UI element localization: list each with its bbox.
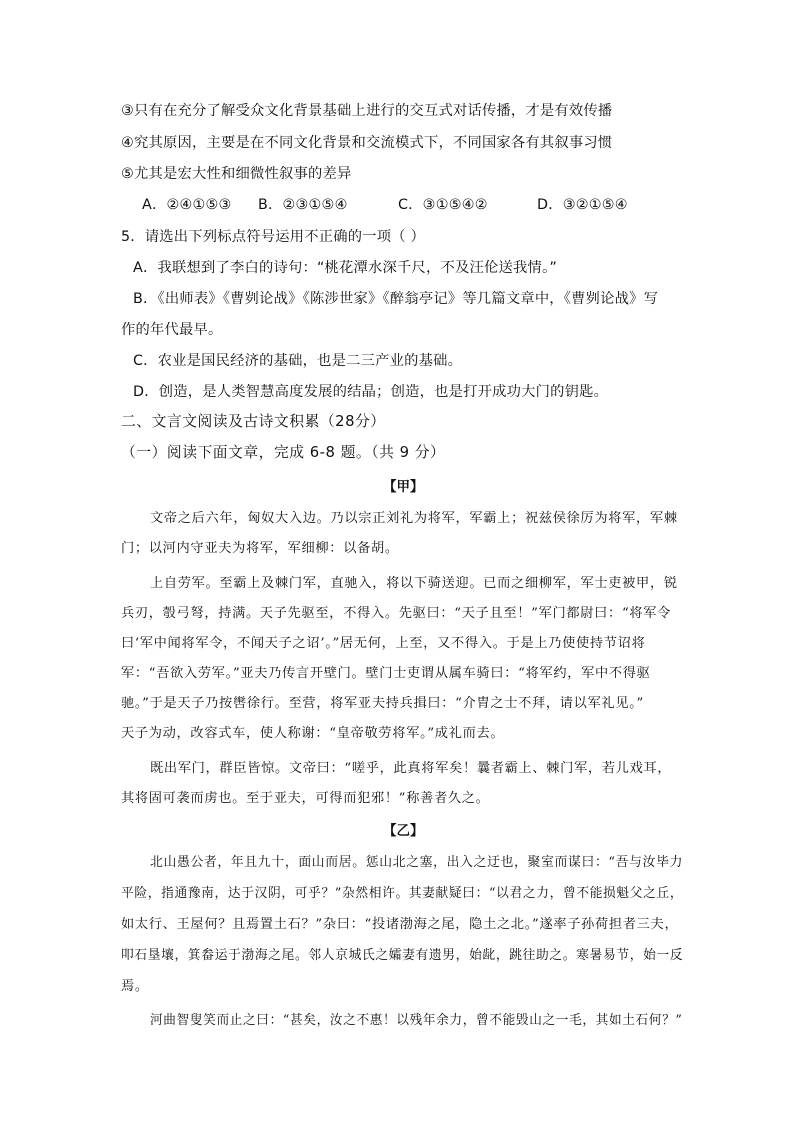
- passage-yi-title: 【乙】: [383, 823, 424, 839]
- q5-option-b-line1: B．《出师表》《曹刿论战》《陈涉世家》《醉翁亭记》等几篇文章中，《曹刿论战》写: [133, 291, 659, 307]
- q4-choice-a: A．②④①⑤③: [142, 197, 232, 213]
- passage-jia-line: 其将固可袭而虏也。至于亚夫，可得而犯邪！”称善者久之。: [121, 791, 490, 806]
- passage-jia-line: 曰‘军中闻将军令，不闻天子之诏’。”居无何，上至，又不得入。于是上乃使使持节诏将: [121, 636, 646, 651]
- passage-jia-title: 【甲】: [383, 479, 424, 495]
- passage-jia-line: 军：“吾欲入劳军。”亚夫乃传言开壁门。壁门士吏谓从属车骑曰：“将军约，军中不得驱: [121, 666, 651, 681]
- section-heading: 二、文言文阅读及古诗文积累（28分）: [121, 413, 386, 430]
- q5-option-c: C．农业是国民经济的基础，也是二三产业的基础。: [133, 353, 463, 369]
- passage-yi-line: 焉。: [121, 979, 149, 994]
- passage-jia-line: 门；以河内守亚夫为将军，军细柳：以备胡。: [121, 541, 399, 556]
- passage-jia-line: 兵刃，彀弓弩，持满。天子先驱至，不得入。先驱曰：“天子且至！”军门都尉曰：“将军令: [121, 606, 672, 621]
- q4-choice-d: D．③②①⑤④: [537, 197, 628, 213]
- passage-yi-line: 如太行、王屋何？且焉置土石？”杂曰：“投诸渤海之尾，隐土之北。”遂率子孙荷担者三夫，: [121, 917, 679, 932]
- q4-choice-c: C．③①⑤④②: [398, 197, 488, 213]
- passage-yi-line: 叩石垦壤，箕畚运于渤海之尾。邻人京城氏之孀妻有遗男，始龀，跳往助之。寒暑易节，始一反: [121, 948, 684, 963]
- section-subheading: （一）阅读下面文章，完成 6-8 题。（共 9 分）: [121, 444, 446, 461]
- passage-yi-line: 平险，指通豫南，达于汉阴，可乎？”杂然相许。其妻献疑曰：“以君之力，曾不能损魁父之丘，: [121, 886, 684, 901]
- q4-choice-b: B．②③①⑤④: [258, 197, 348, 213]
- q5-option-b-line2: 作的年代最早。: [121, 322, 223, 338]
- passage-yi-line: 北山愚公者，年且九十，面山而居。惩山北之塞，出入之迂也，聚室而谋曰：“吾与汝毕力: [150, 855, 684, 870]
- passage-jia-line: 文帝之后六年，匈奴大入边。乃以宗正刘礼为将军，军霸上；祝兹侯徐厉为将军，军棘: [150, 511, 678, 526]
- q5-option-d: D．创造，是人类智慧高度发展的结晶；创造，也是打开成功大门的钥匙。: [133, 384, 609, 400]
- q5-option-a: A．我联想到了李白的诗句：“桃花潭水深千尺，不及汪伦送我情。”: [133, 260, 557, 276]
- q5-stem: 5．请选出下列标点符号运用不正确的一项（ ）: [121, 229, 425, 245]
- passage-yi-line: 河曲智叟笑而止之曰：“甚矣，汝之不惠！以残年余力，曾不能毁山之一毛，其如土石何？”: [150, 1013, 683, 1028]
- passage-jia-line: 天子为动，改容式车，使人称谢：“皇帝敬劳将军。”成礼而去。: [121, 726, 505, 741]
- passage-jia-line: 驰。”于是天子乃按辔徐行。至营，将军亚夫持兵揖曰：“介胄之士不拜，请以军礼见。”: [121, 696, 644, 711]
- option-3: ③只有在充分了解受众文化背景基础上进行的交互式对话传播，才是有效传播: [121, 103, 613, 119]
- option-4: ④究其原因，主要是在不同文化背景和交流模式下，不同国家各有其叙事习惯: [121, 135, 613, 151]
- passage-jia-line: 既出军门，群臣皆惊。文帝曰：“嗟乎，此真将军矣！曩者霸上、棘门军，若儿戏耳，: [150, 761, 672, 776]
- passage-jia-line: 上自劳军。至霸上及棘门军，直驰入，将以下骑送迎。已而之细柳军，军士吏被甲，锐: [150, 576, 678, 591]
- option-5: ⑤尤其是宏大性和细微性叙事的差异: [121, 166, 352, 182]
